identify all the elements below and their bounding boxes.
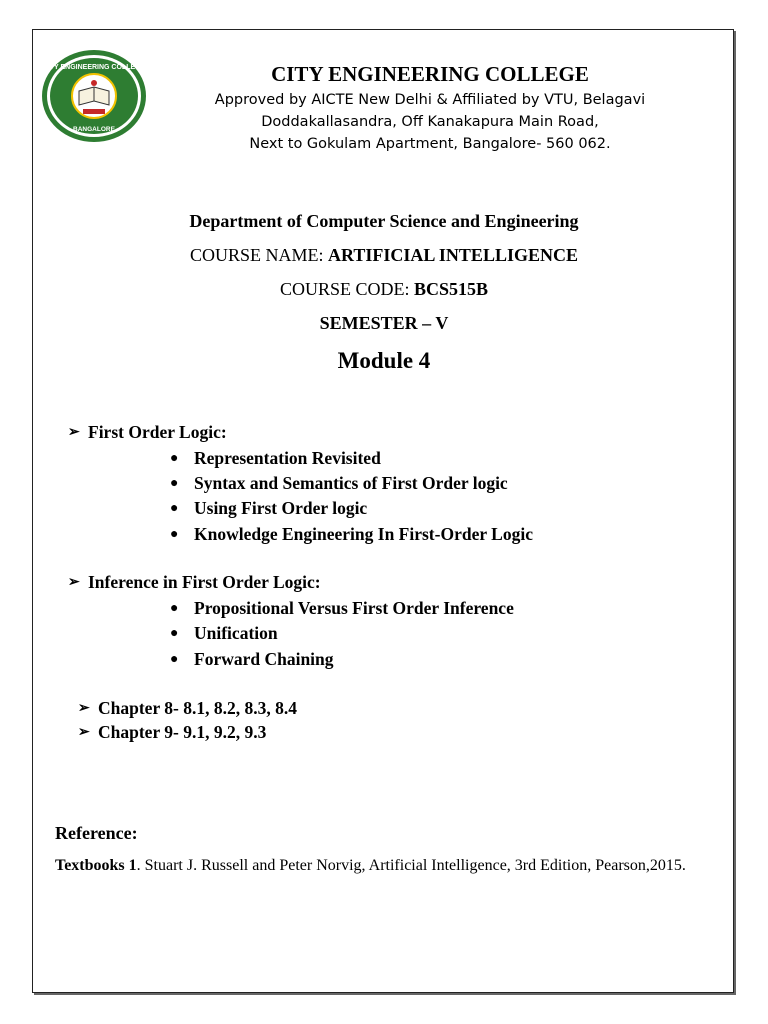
- semester: SEMESTER – V: [319, 313, 449, 333]
- arrow-bullet-icon: ➢: [68, 575, 80, 590]
- reference-text: [55, 855, 695, 877]
- course-code: [0, 279, 768, 300]
- dot-bullet-icon: ●: [170, 500, 179, 516]
- chapter-item: [78, 698, 297, 719]
- course-code-value: BCS515B: [413, 279, 489, 299]
- dot-bullet-icon: ●: [170, 600, 179, 616]
- list-item-label: Syntax and Semantics of First Order logic: [194, 473, 508, 493]
- topic-heading: [68, 572, 321, 593]
- course-name-value: ARTIFICIAL INTELLIGENCE: [328, 245, 578, 265]
- list-item-label: Forward Chaining: [194, 649, 334, 669]
- dot-bullet-icon: ●: [170, 450, 179, 466]
- college-name: CITY ENGINEERING COLLEGE: [271, 62, 589, 86]
- topic-heading: [68, 422, 227, 443]
- course-code-label: COURSE CODE:: [279, 279, 414, 299]
- list-item-label: Knowledge Engineering In First-Order Logic: [194, 524, 533, 544]
- list-item: [170, 649, 334, 670]
- logo-top-text: CITY ENGINEERING COLLEGE: [42, 64, 146, 71]
- reference-body: . Stuart J. Russell and Peter Norvig, Artificial Intelligence, 3rd Edition, Pearson,2015.: [136, 857, 686, 874]
- topic-title: Inference in First Order Logic:: [88, 572, 321, 592]
- list-item: [170, 473, 508, 494]
- arrow-bullet-icon: ➢: [68, 425, 80, 440]
- address-line-2: Doddakallasandra, Off Kanakapura Main Road,: [261, 114, 599, 130]
- list-item-label: Using First Order logic: [194, 498, 368, 518]
- address-line-3: Next to Gokulam Apartment, Bangalore- 560 062.: [249, 136, 611, 152]
- logo-bottom-text: BANGALORE: [73, 126, 115, 133]
- list-item: [170, 598, 514, 619]
- list-item: [170, 524, 533, 545]
- course-name: [0, 245, 768, 266]
- topic-title: First Order Logic:: [88, 422, 227, 442]
- arrow-bullet-icon: ➢: [78, 725, 90, 740]
- arrow-bullet-icon: ➢: [78, 701, 90, 716]
- dot-bullet-icon: ●: [170, 651, 179, 667]
- document-page: [32, 29, 734, 993]
- dot-bullet-icon: ●: [170, 625, 179, 641]
- list-item-label: Propositional Versus First Order Inference: [194, 598, 514, 618]
- dot-bullet-icon: ●: [170, 475, 179, 491]
- reference-label: Textbooks 1: [55, 857, 137, 874]
- list-item: [170, 623, 278, 644]
- module-title: Module 4: [337, 348, 431, 373]
- course-name-label: COURSE NAME:: [190, 245, 329, 265]
- chapter-label: Chapter 8- 8.1, 8.2, 8.3, 8.4: [98, 698, 297, 718]
- list-item-label: Representation Revisited: [194, 448, 381, 468]
- dot-bullet-icon: ●: [170, 526, 179, 542]
- chapter-label: Chapter 9- 9.1, 9.2, 9.3: [98, 722, 267, 742]
- department-title: Department of Computer Science and Engineering: [189, 211, 579, 231]
- chapter-item: [78, 722, 266, 743]
- list-item: [170, 498, 367, 519]
- reference-heading: Reference:: [55, 823, 138, 843]
- list-item: [170, 448, 381, 469]
- address-line-1: Approved by AICTE New Delhi & Affiliated by VTU, Belagavi: [214, 92, 646, 108]
- list-item-label: Unification: [194, 623, 278, 643]
